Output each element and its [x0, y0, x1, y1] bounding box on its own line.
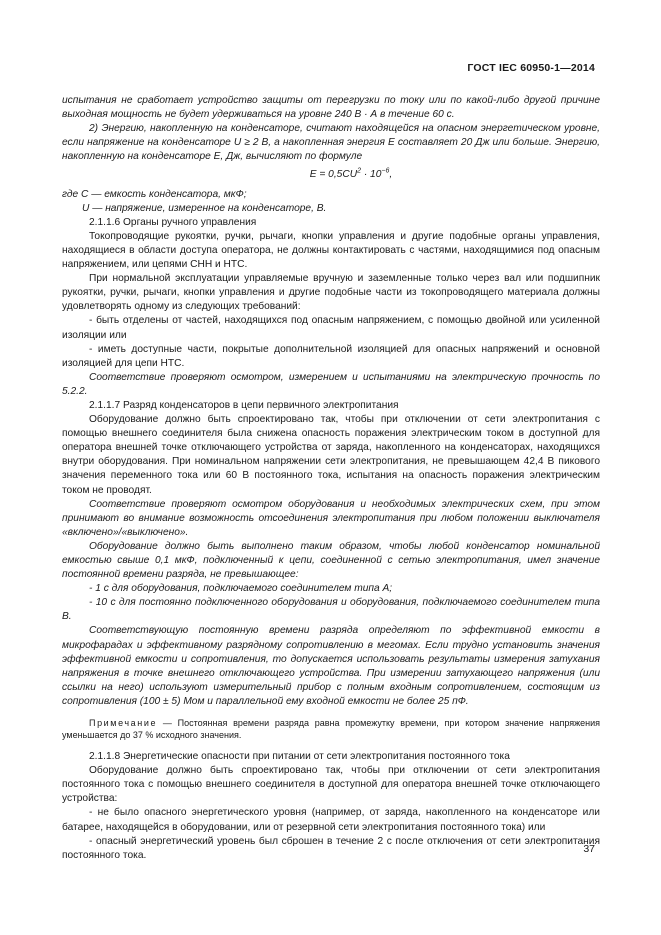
- list-item: - 1 с для оборудования, подключаемого соединителем типа А;: [89, 583, 393, 595]
- formula-end: ,: [389, 169, 393, 181]
- note: [62, 717, 600, 741]
- formula-legend-c: где С — емкость конденсатора, мкФ;: [62, 188, 247, 200]
- formula-lhs: E = 0,5CU: [309, 169, 358, 181]
- page-number: 37: [583, 843, 595, 855]
- formula-legend-u: U — напряжение, измеренное на конденсаторе, В.: [82, 202, 327, 214]
- paragraph: При нормальной эксплуатации управляемые вручную и заземленные только через вал или подшипник рукоятки, ручки, рычаги, кнопки управления и другие подобные части из токопроводящего материала должны удовлетворять одному из следующих требований:: [62, 273, 600, 313]
- list-item: - иметь доступные части, покрытые дополнительной изоляцией для опасных напряжений и основной изоляцией для цепи НТС.: [62, 343, 600, 369]
- note-text: — Постоянная времени разряда равна промежутку времени, при котором значение напряжения уменьшается до 37 % исходного значения.: [62, 718, 600, 741]
- formula-exponent: 2: [357, 168, 361, 176]
- energy-formula: [102, 168, 600, 182]
- paragraph: Оборудование должно быть спроектировано так, чтобы при отключении от сети электропитания с помощью внешнего соединителя была снижена опасность поражения электрическим током в доступной для оператора внешней точке отключающего устройства от заряда, накопленного на конденсаторах, находящихся внутри оборудования. При номинальном напряжении сети электропитания, не превышающем 42,4 В пикового значения переменного тока или 60 В постоянного тока, испытания на опасность поражения электрическим током не проводят.: [62, 414, 600, 496]
- note-label: Примечание: [89, 718, 158, 729]
- list-item: - не было опасного энергетического уровня (например, от заряда, накопленного на конденсаторе или батарее, находящейся в оборудовании, или от резервной сети электропитания постоянного тока) или: [62, 807, 600, 833]
- section-heading: 2.1.1.8 Энергетические опасности при питании от сети электропитания постоянного тока: [89, 751, 510, 763]
- page-content: [62, 94, 600, 863]
- paragraph: испытания не сработает устройство защиты от перегрузки по току или по какой-либо другой причине выходная мощность не будет удерживаться на уровне 240 В · А в течение 60 с.: [62, 95, 600, 121]
- compliance-statement: Соответствие проверяют осмотром оборудования и необходимых электрических схем, при этом принимают во внимание возможность отсоединения электропитания при любом положении выключателя «включено»/«выключено».: [62, 498, 600, 538]
- paragraph: Оборудование должно быть выполнено таким образом, чтобы любой конденсатор номинальной емкостью свыше 0,1 мкФ, подключенный к цепи, соединенной с сетью электропитания, имел значение постоянной времени разряда, не превышающее:: [62, 540, 600, 581]
- list-item: - опасный энергетический уровень был сброшен в течение 2 с после отключения от сети электропитания постоянного тока.: [62, 835, 600, 861]
- compliance-statement: Соответствие проверяют осмотром, измерением и испытаниями на электрическую прочность по 5.2.2.: [62, 371, 600, 397]
- paragraph: Оборудование должно быть спроектировано так, чтобы при отключении от сети электропитания постоянного тока с помощью внешнего соединителя в доступной для оператора внешней точке отключающего устройства:: [62, 765, 600, 805]
- paragraph: 2) Энергию, накопленную на конденсаторе, считают находящейся на опасном энергетическом уровне, если напряжение на конденсаторе U ≥ 2 В, а накопленная энергия E составляет 20 Дж или больше. Энергию, накопленную на конденсаторе E, Дж, вычисляют по формуле: [62, 123, 600, 163]
- paragraph: Соответствующую постоянную времени разряда определяют по эффективной емкости в микрофарадах и эффективному разрядному сопротивлению в мегомах. Если трудно установить значения эффективной емкости и сопротивления, то допускается использовать результаты измерения затухания напряжения в точке внешнего отключающего устройства. При измерении затухающего напряжения (или ссылки на него) используют измерительный прибор с полным входным сопротивлением, состоящим из сопротивления (100 ± 5) Мом и параллельной ему входной емкости не более 25 пФ.: [62, 625, 600, 707]
- list-item: - быть отделены от частей, находящихся под опасным напряжением, с помощью двойной или усиленной изоляции или: [62, 315, 600, 341]
- standard-header: ГОСТ IEC 60950-1—2014: [467, 62, 595, 74]
- formula-exponent: −6: [381, 168, 390, 176]
- formula-mid: · 10: [360, 169, 382, 181]
- section-heading: 2.1.1.7 Разряд конденсаторов в цепи первичного электропитания: [89, 399, 399, 411]
- section-heading: 2.1.1.6 Органы ручного управления: [89, 216, 257, 228]
- list-item: - 10 с для постоянно подключенного оборудования и оборудования, подключаемого соединителем типа В.: [62, 597, 600, 623]
- paragraph: Токопроводящие рукоятки, ручки, рычаги, кнопки управления и другие подобные органы управления, находящиеся в области доступа оператора, не должны контактировать с частями, находящимися под опасным напряжением, или цепями СНН и НТС.: [62, 230, 600, 271]
